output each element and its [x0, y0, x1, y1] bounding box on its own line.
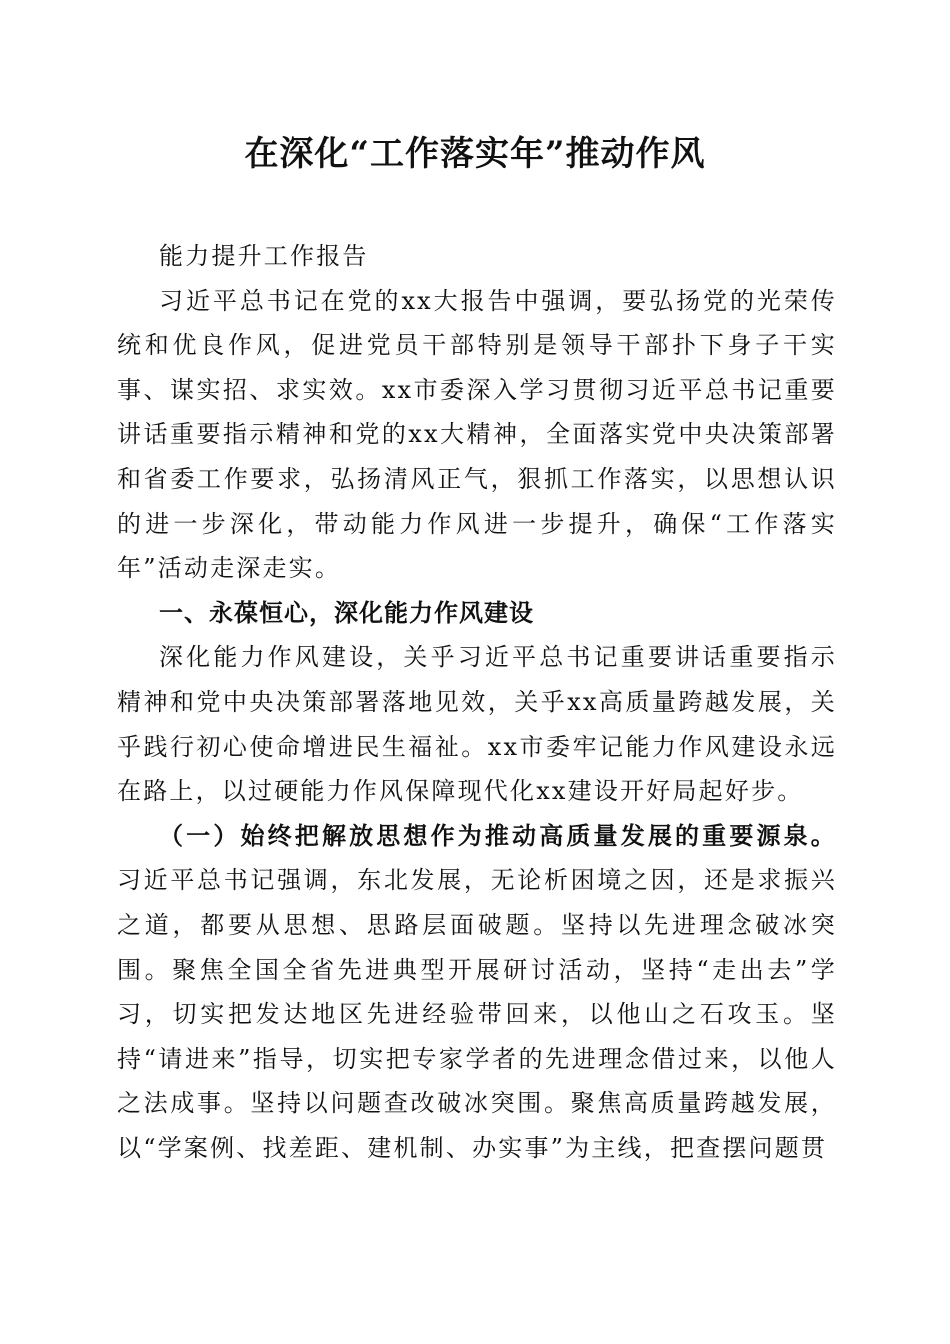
subsection-text: 习近平总书记强调，东北发展，无论析困境之因，还是求振兴之道，都要从思想、思路层面破题。坚持以先进理念破冰突围。聚焦全国全省先进典型开展研讨活动，坚持“走出去”学习，切实把发达地区先进经验带回来，以他山之石攻玉。坚持“请进来”指导，切实把专家学者的先进理念借过来，以他人之法成事。坚持以问题查改破冰突围。聚焦高质量跨越发展，以“学案例、找差距、建机制、办实事”为主线，把查摆问题贯 [117, 866, 837, 1162]
subsection-lead: （一）始终把解放思想作为推动高质量发展的重要源泉。 [159, 820, 837, 850]
intro-paragraph: 习近平总书记在党的xx大报告中强调，要弘扬党的光荣传统和优良作风，促进党员干部特别是领导干部扑下身子干实事、谋实招、求实效。xx市委深入学习贯彻习近平总书记重要讲话重要指示精神和党的xx大精神，全面落实党中央决策部署和省委工作要求，弘扬清风正气，狠抓工作落实，以思想认识的进一步深化，带动能力作风进一步提升，确保“工作落实年”活动走深走实。 [117, 286, 837, 583]
section-paragraph: 深化能力作风建设，关乎习近平总书记重要讲话重要指示精神和党中央决策部署落地见效，关乎xx高质量跨越发展，关乎践行初心使命增进民生福祉。xx市委牢记能力作风建设永远在路上，以过硬能力作风保障现代化xx建设开好局起好步。 [117, 643, 837, 806]
subsection-paragraph [117, 814, 837, 1171]
document-subtitle: 能力提升工作报告 [159, 242, 369, 270]
section-heading: 一、永葆恒心，深化能力作风建设 [159, 598, 534, 627]
document-body [117, 234, 837, 1170]
document-title: 在深化“工作落实年”推动作风 [244, 134, 706, 174]
